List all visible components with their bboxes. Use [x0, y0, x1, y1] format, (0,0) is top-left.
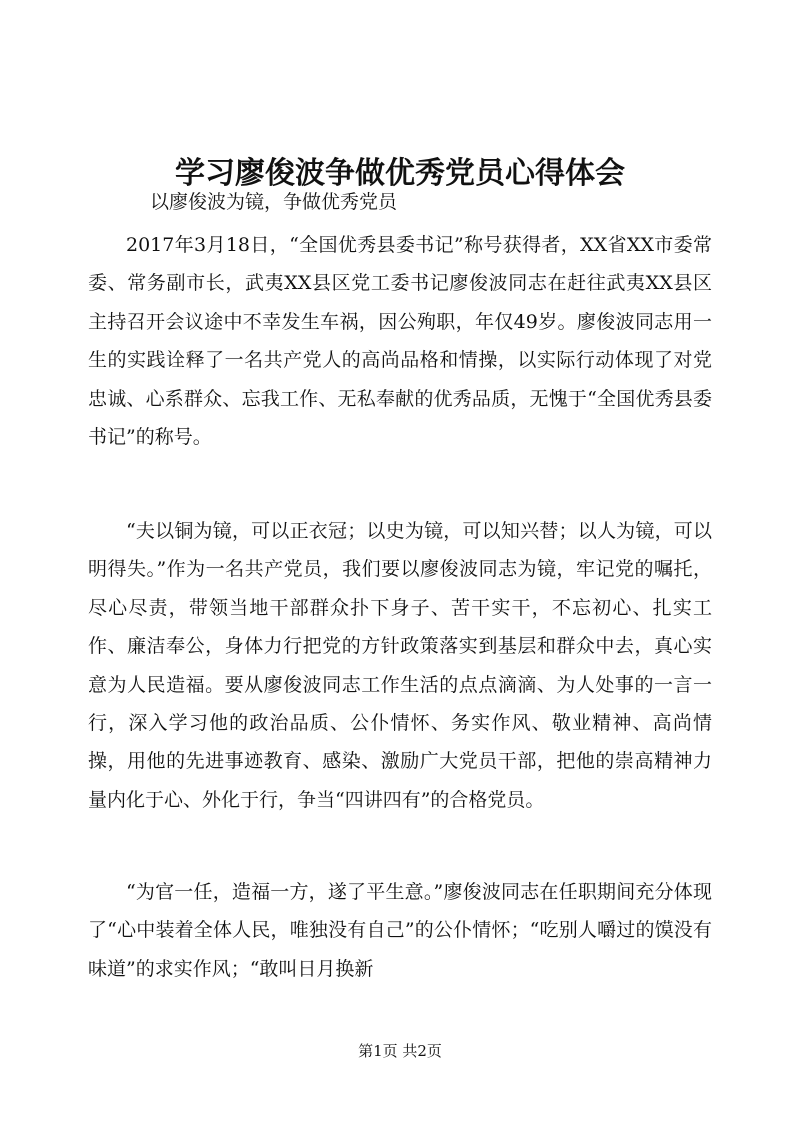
document-subtitle: 以廖俊波为镜，争做优秀党员: [150, 191, 398, 213]
paragraph-3: “为官一任，造福一方，遂了平生意。”廖俊波同志在任职期间充分体现了“心中装着全体人民，唯独没有自己”的公仆情怀；“吃别人嚼过的馍没有味道”的求实作风；“敢叫日月换新: [88, 881, 712, 980]
document-title: 学习廖俊波争做优秀党员心得体会: [175, 156, 625, 192]
page-footer: 第1页 共2页: [358, 1042, 442, 1060]
paragraph-2: “夫以铜为镜，可以正衣冠；以史为镜，可以知兴替；以人为镜，可以明得失。”作为一名共产党员，我们要以廖俊波同志为镜，牢记党的嘱托，尽心尽责，带领当地干部群众扑下身子、苦干实干，不忘初心、扎实工作、廉洁奉公，身体力行把党的方针政策落实到基层和群众中去，真心实意为人民造福。要从廖俊波同志工作生活的点点滴滴、为人处事的一言一行，深入学习他的政治品质、公仆情怀、务实作风、敬业精神、高尚情操，用他的先进事迹教育、感染、激励广大党员干部，把他的崇高精神力量内化于心、外化于行，争当“四讲四有”的合格党员。: [88, 520, 712, 811]
paragraph-1: 2017年3月18日，“全国优秀县委书记”称号获得者，XX省XX市委常委、常务副市长，武夷XX县区党工委书记廖俊波同志在赶往武夷XX县区主持召开会议途中不幸发生车祸，因公殉职，年仅49岁。廖俊波同志用一生的实践诠释了一名共产党人的高尚品格和情操，以实际行动体现了对党忠诚、心系群众、忘我工作、无私奉献的优秀品质，无愧于“全国优秀县委书记”的称号。: [88, 234, 712, 449]
